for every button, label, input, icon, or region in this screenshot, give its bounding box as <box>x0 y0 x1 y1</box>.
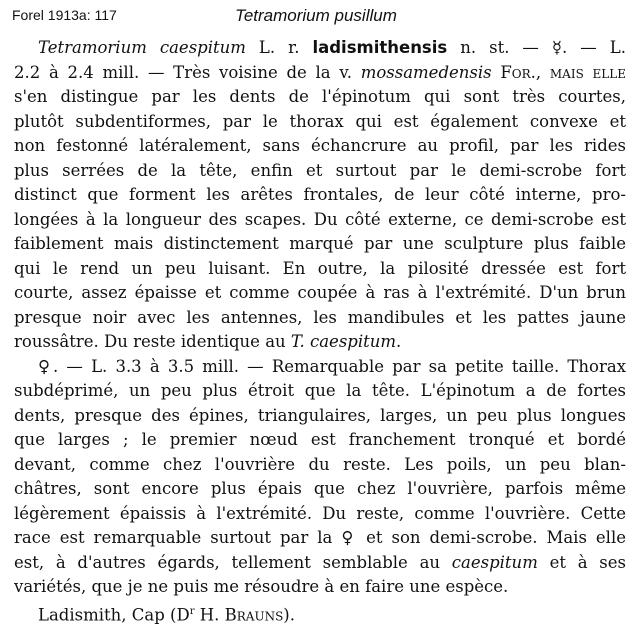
locality-line <box>14 600 626 625</box>
superscript: r <box>189 605 195 617</box>
text-line: plus serrées de la tête, enfin et surtout par le demi-scrobe fort <box>14 160 626 180</box>
species-name: caespitum <box>451 552 538 572</box>
text-line: variétés, que je ne puis me résoudre à en faire une espèce. <box>14 577 509 596</box>
text-line: devant, comme chez l'ouvrière du reste. Les poils, un peu blan- <box>14 454 626 474</box>
text-line: que larges ; le premier nœud est franchement tronqué et bordé <box>14 430 626 449</box>
paragraph-locality <box>14 600 626 625</box>
text-line: longées à la longueur des scapes. Du côté externe, ce demi-scrobe est <box>14 209 626 229</box>
source-citation: Forel 1913a: 117 <box>12 7 117 23</box>
paragraph-queen <box>14 355 626 600</box>
text-line <box>14 61 626 86</box>
paragraph-worker <box>14 36 626 355</box>
collector-name: Brauns <box>224 605 284 624</box>
text-span: L. r. <box>245 38 313 57</box>
taxon-title: Tetramorium pusillum <box>235 6 397 25</box>
text-line: race est remarquable surtout par la ♀ et son demi-scrobe. Mais elle <box>14 528 626 547</box>
species-name: Tetramorium caespitum <box>38 38 246 57</box>
text-line: courte, assez épaisse et comme coupée à ras à l'extrémité. D'un brun <box>14 283 626 302</box>
text-line: dents, presque des épines, triangulaires, larges, un peu plus longues <box>14 405 626 425</box>
text-span: 2.2 à 2.4 mill. — Très voisine de la v. <box>14 62 361 82</box>
text-span: ). <box>283 605 295 624</box>
text-span: . <box>396 332 402 351</box>
text-line: s'en distingue par les dents de l'épinotum qui sont très courtes, <box>14 87 626 106</box>
body-text <box>14 36 626 624</box>
text-line: qui le rend un peu luisant. En outre, la pilosité dressée est fort <box>14 258 626 278</box>
text-line: plutôt subdentiformes, par le thorax qui est également convexe et <box>14 111 626 131</box>
text-span: H. <box>194 605 225 624</box>
text-line <box>14 330 626 355</box>
text-line: subdéprimé, un peu plus étroit que la tête. L'épinotum a de fortes <box>14 381 626 400</box>
text-line: faiblement mais distinctement marqué par une sculpture plus faible <box>14 234 626 253</box>
subspecies-name: ladismithensis <box>312 38 448 57</box>
page-header <box>0 6 644 28</box>
text-line <box>14 551 626 576</box>
text-span: roussâtre. Du reste identique au <box>14 332 291 351</box>
text-span: n. st. — ☿. — L. <box>447 38 626 57</box>
text-line: non festonné latéralement, sans échancrure au profil, par les rides <box>14 136 626 155</box>
text-line: distinct que forment les arêtes frontales, de leur côté interne, pro- <box>14 185 626 204</box>
text-span: et à ses <box>537 552 626 572</box>
species-name: T. caespitum <box>290 332 397 351</box>
text-span: Ladismith, Cap (D <box>38 605 190 624</box>
variety-name: mossamedensis <box>360 62 492 82</box>
text-line <box>14 36 626 61</box>
text-line: châtres, sont encore plus épais que chez l'ouvrière, parfois même <box>14 479 626 498</box>
text-line: légèrement épaissis à l'extrémité. Du reste, comme l'ouvrière. Cette <box>14 503 626 523</box>
text-line: ♀. — L. 3.3 à 3.5 mill. — Remarquable par sa petite taille. Thorax <box>38 356 626 376</box>
text-span: est, à d'autres égards, tellement semblable au <box>14 552 452 572</box>
text-line: presque noir avec les antennes, les mandibules et les pattes jaune <box>14 307 626 327</box>
text-span: For., mais elle <box>491 62 626 82</box>
